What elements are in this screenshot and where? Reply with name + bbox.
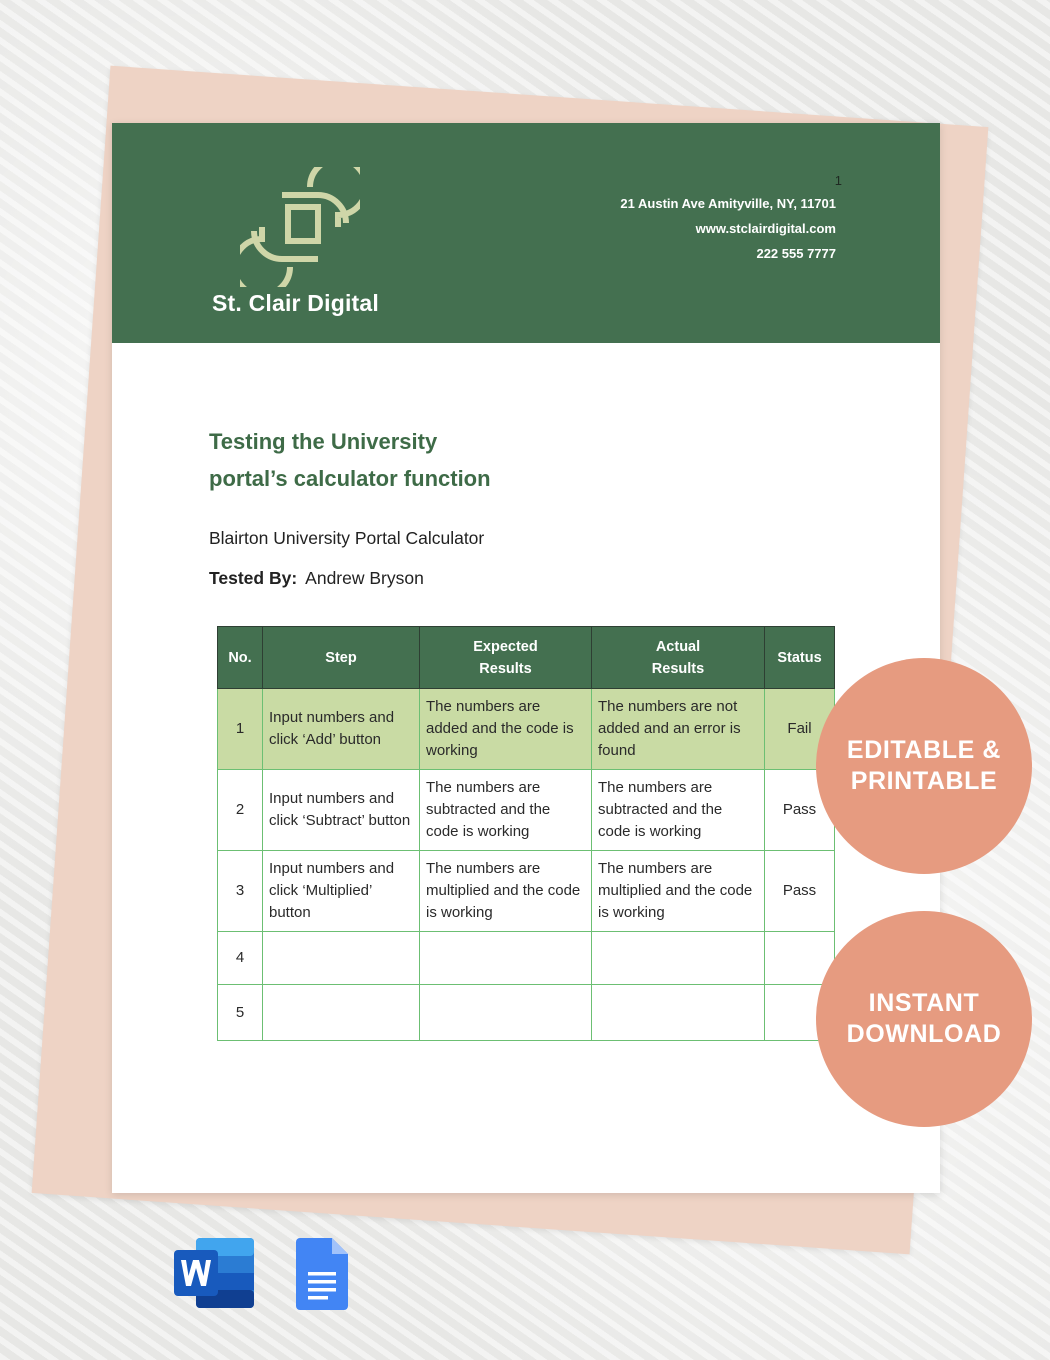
- cell-no: 2: [218, 770, 263, 851]
- document-header: [112, 123, 940, 343]
- title-line-1: Testing the University: [209, 429, 438, 454]
- table-row: [218, 932, 835, 985]
- address: 21 Austin Ave Amityville, NY, 11701: [620, 196, 836, 211]
- cell-status: Pass: [765, 770, 835, 851]
- header-expected: Expected Results: [420, 627, 592, 689]
- test-case-table: [217, 626, 835, 1041]
- header-status: Status: [765, 627, 835, 689]
- title-line-2: portal’s calculator function: [209, 466, 491, 491]
- page-number: 1: [834, 173, 842, 188]
- cell-status: Fail: [765, 689, 835, 770]
- table-row: [218, 770, 835, 851]
- cell-actual: The numbers are multiplied and the code is working: [592, 851, 765, 932]
- cell-no: 4: [218, 932, 263, 985]
- table-row: [218, 851, 835, 932]
- word-icon[interactable]: [174, 1238, 254, 1308]
- cell-no: 5: [218, 985, 263, 1041]
- company-name: St. Clair Digital: [212, 290, 379, 316]
- tested-by-value: Andrew Bryson: [305, 568, 424, 588]
- cell-expected: [420, 985, 592, 1041]
- table-row: [218, 689, 835, 770]
- header-no: No.: [218, 627, 263, 689]
- cell-expected: [420, 932, 592, 985]
- cell-expected: The numbers are added and the code is working: [420, 689, 592, 770]
- google-docs-icon[interactable]: [296, 1238, 348, 1310]
- cell-no: 1: [218, 689, 263, 770]
- instant-download-badge: INSTANT DOWNLOAD: [816, 911, 1032, 1127]
- table-header-row: [218, 627, 835, 689]
- cell-step: Input numbers and click ‘Subtract’ button: [263, 770, 420, 851]
- editable-printable-badge: EDITABLE & PRINTABLE: [816, 658, 1032, 874]
- contact-info: [620, 195, 836, 270]
- cell-actual: The numbers are subtracted and the code is working: [592, 770, 765, 851]
- document-subtitle: Blairton University Portal Calculator: [209, 528, 485, 548]
- cell-actual: The numbers are not added and an error is found: [592, 689, 765, 770]
- cell-expected: The numbers are subtracted and the code is working: [420, 770, 592, 851]
- tested-by-label: Tested By:: [209, 568, 298, 588]
- tested-by: [209, 568, 424, 589]
- table-row: [218, 985, 835, 1041]
- header-actual: Actual Results: [592, 627, 765, 689]
- header-step: Step: [263, 627, 420, 689]
- cell-status: Pass: [765, 851, 835, 932]
- document-title: [209, 423, 629, 497]
- cell-step: Input numbers and click ‘Add’ button: [263, 689, 420, 770]
- cell-actual: [592, 932, 765, 985]
- cell-expected: The numbers are multiplied and the code is working: [420, 851, 592, 932]
- phone: 222 555 7777: [756, 246, 836, 261]
- cell-no: 3: [218, 851, 263, 932]
- cell-step: [263, 985, 420, 1041]
- company-logo-icon: [240, 167, 360, 287]
- cell-actual: [592, 985, 765, 1041]
- cell-step: [263, 932, 420, 985]
- cell-step: Input numbers and click ‘Multiplied’ button: [263, 851, 420, 932]
- document-page: [112, 123, 940, 1193]
- website: www.stclairdigital.com: [695, 221, 836, 236]
